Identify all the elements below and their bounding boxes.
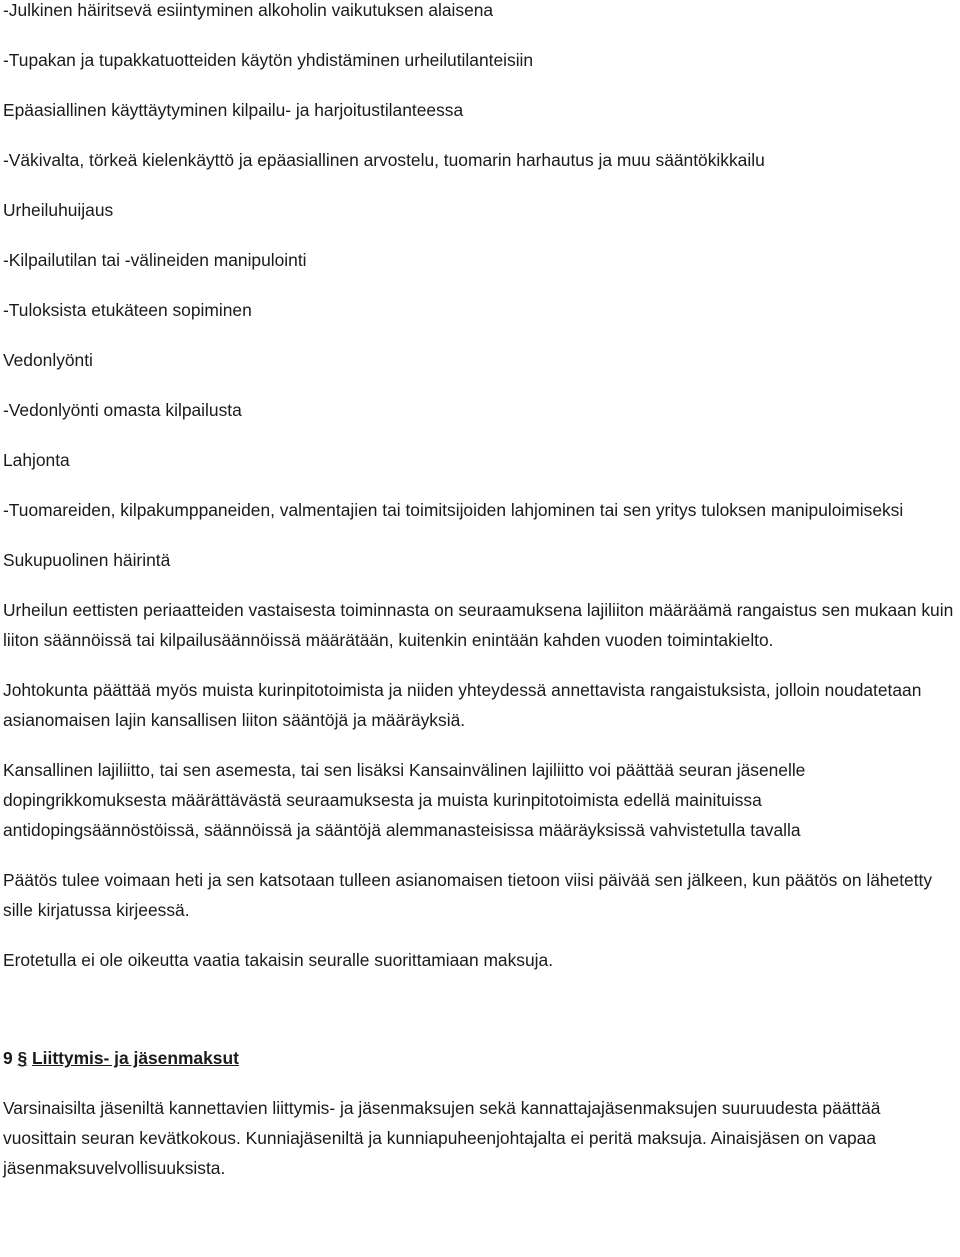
category-heading: Urheiluhuijaus xyxy=(3,200,114,220)
list-item: -Väkivalta, törkeä kielenkäyttö ja epäasiallinen arvostelu, tuomarin harhautus ja muu sääntökikkailu xyxy=(3,150,765,170)
paragraph-federation: Kansallinen lajiliitto, tai sen asemesta, tai sen lisäksi Kansainvälinen lajiliitto voi päättää seuran jäsenelle dopingrikkomuksesta määrättävästä seuraamuksesta ja muista kurinpitotoimista edellä mainituissa antidopingsäännöstöissä, säännöissä ja sääntöjä alemmanasteisissa määräyksissä vahvistetulla tavalla xyxy=(3,760,806,840)
paragraph-sanctions: Urheilun eettisten periaatteiden vastaisesta toiminnasta on seuraamuksena lajiliiton määräämä rangaistus sen mukaan kuin liiton säännöissä tai kilpailusäännöissä määrätään, kuitenkin enintään kahden vuoden toimintakielto. xyxy=(3,600,954,650)
category-heading: Vedonlyönti xyxy=(3,350,93,370)
category-heading: Lahjonta xyxy=(3,450,70,470)
category-heading: Epäasiallinen käyttäytyminen kilpailu- ja harjoitustilanteessa xyxy=(3,100,464,120)
section-heading xyxy=(3,1043,958,1073)
paragraph-decision: Päätös tulee voimaan heti ja sen katsotaan tulleen asianomaisen tietoon viisi päivää sen jälkeen, kun päätös on lähetetty sille kirjatussa kirjeessä. xyxy=(3,870,933,920)
list-item: -Kilpailutilan tai -välineiden manipulointi xyxy=(3,250,307,270)
list-item: -Tuloksista etukäteen sopiminen xyxy=(3,300,252,320)
document-page xyxy=(3,0,958,1183)
list-item: -Vedonlyönti omasta kilpailusta xyxy=(3,400,242,420)
section-title: Liittymis- ja jäsenmaksut xyxy=(32,1048,239,1068)
section-symbol: § xyxy=(17,1048,28,1068)
paragraph-board: Johtokunta päättää myös muista kurinpitotoimista ja niiden yhteydessä annettavista rangaistuksista, jolloin noudatetaan asianomaisen lajin kansallisen liiton sääntöjä ja määräyksiä. xyxy=(3,680,922,730)
list-item: -Tupakan ja tupakkatuotteiden käytön yhdistäminen urheilutilanteisiin xyxy=(3,50,534,70)
section-number: 9 xyxy=(3,1048,13,1068)
list-item-bribery: -Tuomareiden, kilpakumppaneiden, valmentajien tai toimitsijoiden lahjominen tai sen yritys tuloksen manipuloimiseksi xyxy=(3,500,904,520)
list-item: -Julkinen häiritsevä esiintyminen alkoholin vaikutuksen alaisena xyxy=(3,0,494,20)
paragraph-refund: Erotetulla ei ole oikeutta vaatia takaisin seuralle suorittamiaan maksuja. xyxy=(3,950,554,970)
paragraph-fees: Varsinaisilta jäseniltä kannettavien liittymis- ja jäsenmaksujen sekä kannattajajäsenmaksujen suuruudesta päättää vuosittain seuran kevätkokous. Kunniajäseniltä ja kunniapuheenjohtajalta ei peritä maksuja. Ainaisjäsen on vapaa jäsenmaksuvelvollisuuksista. xyxy=(3,1098,881,1178)
category-heading: Sukupuolinen häirintä xyxy=(3,550,171,570)
